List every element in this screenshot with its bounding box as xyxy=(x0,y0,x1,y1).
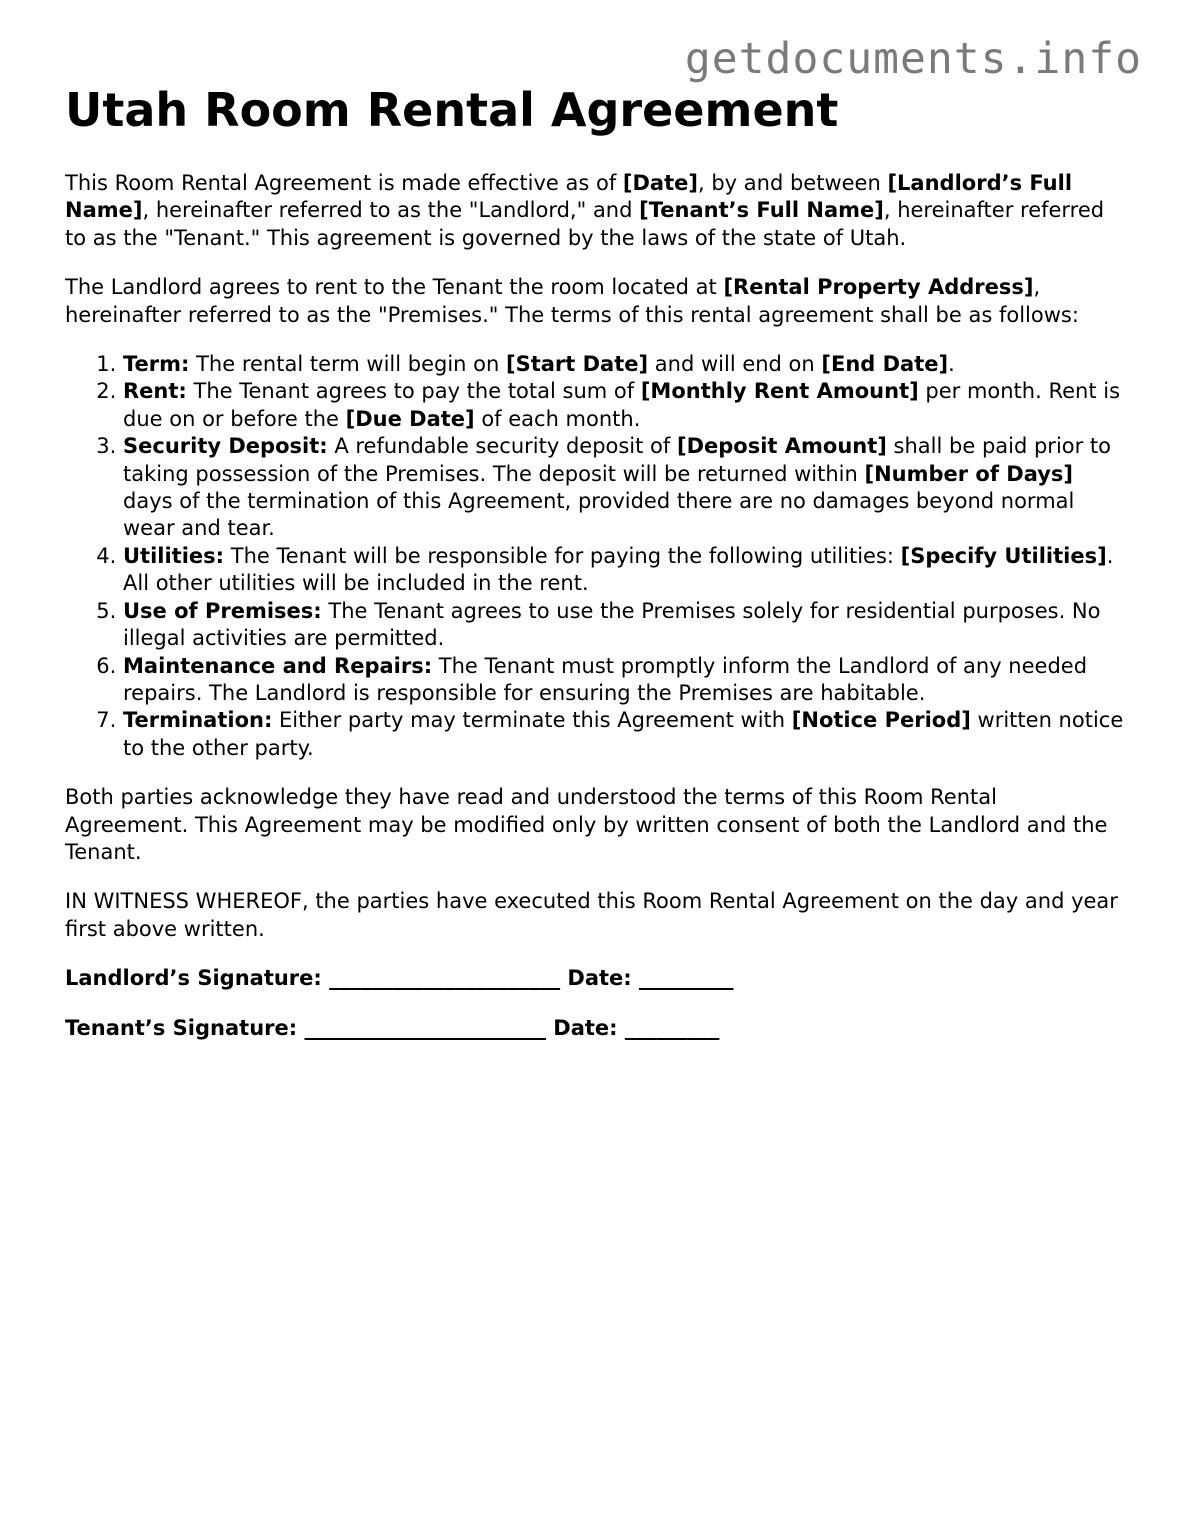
term-text: The Tenant agrees to pay the total sum of xyxy=(186,379,641,404)
term-text: . xyxy=(948,352,955,377)
rent-amount-placeholder: [Monthly Rent Amount] xyxy=(640,379,919,404)
end-date-placeholder: [End Date] xyxy=(821,352,949,377)
utilities-placeholder: [Specify Utilities] xyxy=(900,543,1107,568)
term-text: per month. Rent is due on or before the xyxy=(123,379,1121,431)
term-text: of each month. xyxy=(474,406,641,431)
term-label: Term: xyxy=(123,352,190,377)
term-text: Either party may terminate this Agreement with xyxy=(272,708,792,733)
premises-text-1: The Landlord agrees to rent to the Tenant the room located at xyxy=(65,275,724,300)
term-text: The Tenant will be responsible for paying the following utilities: xyxy=(224,543,901,568)
document-body xyxy=(65,170,1125,1064)
terms-list xyxy=(65,351,1125,762)
term-text: The rental term will begin on xyxy=(189,352,506,377)
address-placeholder: [Rental Property Address] xyxy=(723,275,1034,300)
term-text: The Tenant must promptly inform the Landlord of any needed repairs. The Landlord is responsible for ensuring the Premises are habitable. xyxy=(123,653,1088,705)
term-item-maintenance xyxy=(123,653,1125,708)
date-placeholder: [Date] xyxy=(622,171,698,195)
intro-paragraph xyxy=(65,170,1125,252)
term-item-utilities xyxy=(123,543,1125,598)
term-item-termination xyxy=(123,707,1125,762)
premises-paragraph xyxy=(65,274,1125,329)
term-text: and will end on xyxy=(648,352,822,377)
acknowledgement-paragraph: Both parties acknowledge they have read and understood the terms of this Room Rental Agreement. This Agreement may be modified only by written consent of both the Landlord and the Tenant. xyxy=(65,785,1108,864)
term-text: A refundable security deposit of xyxy=(327,434,677,459)
term-label: Rent: xyxy=(123,379,187,404)
due-date-placeholder: [Due Date] xyxy=(345,406,475,431)
term-text: . All other utilities will be included in the rent. xyxy=(123,543,1114,596)
term-text: The Tenant agrees to use the Premises solely for residential purposes. No illegal activities are permitted. xyxy=(123,598,1101,651)
intro-text-2: , by and between xyxy=(698,171,888,195)
intro-text-1: This Room Rental Agreement is made effective as of xyxy=(65,171,623,195)
term-label: Security Deposit: xyxy=(123,434,328,459)
watermark: getdocuments.info xyxy=(684,34,1142,84)
start-date-placeholder: [Start Date] xyxy=(505,352,649,377)
page-title: Utah Room Rental Agreement xyxy=(65,83,839,137)
intro-text-3: , hereinafter referred to as the "Landlord," and xyxy=(142,198,640,223)
term-item-use-of-premises xyxy=(123,598,1125,653)
number-of-days-placeholder: [Number of Days] xyxy=(864,461,1074,486)
term-label: Maintenance and Repairs: xyxy=(123,653,433,678)
term-label: Use of Premises: xyxy=(123,598,322,623)
witness-paragraph: IN WITNESS WHEREOF, the parties have executed this Room Rental Agreement on the day and year first above written. xyxy=(65,889,1118,941)
term-label: Utilities: xyxy=(123,543,225,568)
term-text: written notice to the other party. xyxy=(123,708,1124,760)
term-text: shall be paid prior to taking possession of the Premises. The deposit will be returned within xyxy=(123,434,1112,486)
landlord-name-placeholder: [Landlord’s Full Name] xyxy=(65,171,1073,223)
premises-text-2: , hereinafter referred to as the "Premises." The terms of this rental agreement shall be as follows: xyxy=(65,275,1079,327)
term-item-term xyxy=(123,351,1125,378)
term-item-rent xyxy=(123,378,1125,433)
term-label: Termination: xyxy=(123,708,273,733)
intro-text-4: , hereinafter referred to as the "Tenant." This agreement is governed by the laws of the state of Utah. xyxy=(65,198,1105,250)
notice-period-placeholder: [Notice Period] xyxy=(791,708,971,733)
landlord-signature-line: Landlord’s Signature: ______________________ Date: _________ xyxy=(65,966,734,991)
term-item-security-deposit xyxy=(123,433,1125,543)
tenant-signature-line: Tenant’s Signature: _______________________ Date: _________ xyxy=(65,1015,720,1040)
term-text: days of the termination of this Agreement, provided there are no damages beyond normal wear and tear. xyxy=(123,489,1075,541)
tenant-name-placeholder: [Tenant’s Full Name] xyxy=(639,198,884,223)
deposit-amount-placeholder: [Deposit Amount] xyxy=(676,434,887,459)
